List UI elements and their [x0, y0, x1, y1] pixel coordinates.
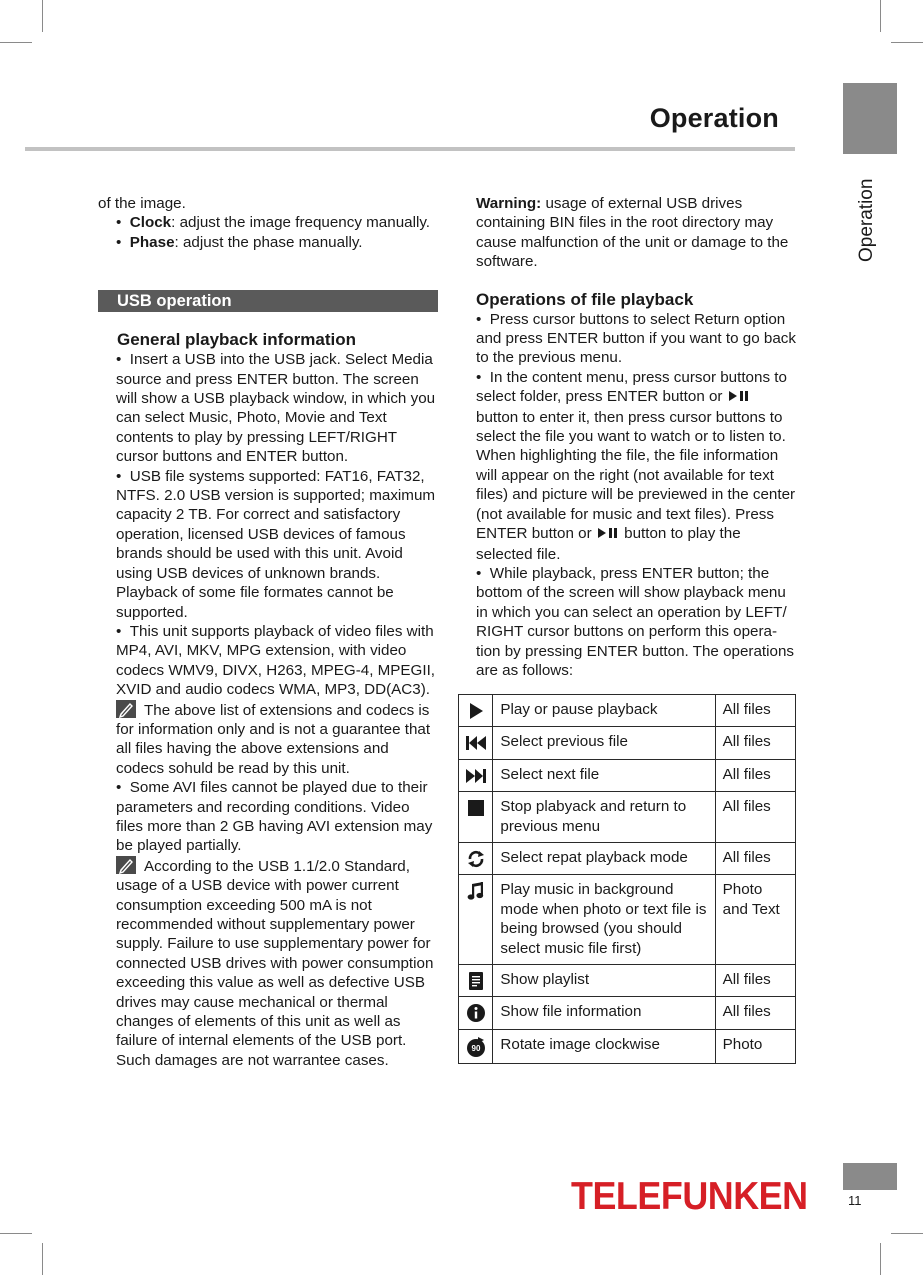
- rotate-icon: [459, 1029, 493, 1063]
- page-number-tab: [843, 1163, 897, 1190]
- stop-icon: [459, 792, 493, 843]
- phase-item: [98, 233, 438, 252]
- warning-label: Warning:: [476, 195, 542, 212]
- table-row: [459, 759, 796, 791]
- row-description: Play or pause playback: [493, 695, 715, 727]
- phase-text: : adjust the phase manually.: [174, 233, 363, 251]
- row-scope: All files: [715, 759, 795, 791]
- bullet-content-menu: [458, 368, 798, 564]
- crop-mark: [0, 42, 32, 43]
- crop-mark: [880, 1243, 881, 1275]
- bullet-insert-usb: • Insert a USB into the USB jack. Select Media source and press ENTER button. The screen will show a USB playback window, in which you can select Music, Photo, Movie and Text contents to play by pressing LEFT/RIGHT cursor buttons and ENTER button.: [98, 350, 438, 466]
- table-row: [459, 792, 796, 843]
- play-pause-icon: [597, 525, 619, 544]
- row-description: Rotate image clockwise: [493, 1029, 715, 1063]
- row-scope: All files: [715, 997, 795, 1029]
- previous-icon: [459, 727, 493, 759]
- table-row: [459, 997, 796, 1029]
- next-icon: [459, 759, 493, 791]
- content-menu-text-c: button to play the selected file.: [476, 525, 741, 563]
- clock-item: [98, 213, 438, 232]
- note-extensions-text: The above list of extensions and codecs is for information only and is not a guarantee that all files having the above extensions and codecs sohuld be read by this unit.: [116, 701, 431, 777]
- table-row: [459, 875, 796, 965]
- crop-mark: [42, 0, 43, 32]
- row-scope: Photo: [715, 1029, 795, 1063]
- clock-text: : adjust the image frequency manually.: [171, 214, 431, 232]
- bullet-codecs: • This unit supports playback of video files with MP4, AVI, MKV, MPG extension, with video codecs WMV9, DIVX, H263, MPEG-4, MPEGII, XVID and audio codecs WMA, MP3, DD(AC3).: [98, 622, 438, 700]
- crop-mark: [880, 0, 881, 32]
- note-pencil-icon: [116, 700, 136, 718]
- row-description: Show playlist: [493, 965, 715, 997]
- brand-logo: TELEFUNKEN: [571, 1175, 808, 1218]
- crop-mark: [891, 42, 923, 43]
- content-menu-text-b: button to enter it, then press cursor buttons to select the file you want to watch or to listen to. When highlighting the file, the file information will appear on the right (not available for text files) and picture will be previewed in the center (not available for music and text files). Press ENTER button or: [476, 408, 796, 543]
- bullet-file-systems: • USB file systems supported: FAT16, FAT32, NTFS. 2.0 USB version is supported; maximum capacity 2 TB. For correct and satisfactory operation, licensed USB devices of famous brands should be used with this unit. Avoid using USB devices of unknown brands. Playback of some file formates cannot be supported.: [98, 467, 438, 622]
- row-description: Show file information: [493, 997, 715, 1029]
- rotate-badge: 90: [471, 1043, 481, 1053]
- intro-text: of the image.: [98, 195, 186, 212]
- clock-term: Clock: [129, 214, 172, 232]
- table-row: [459, 965, 796, 997]
- table-row: [459, 1029, 796, 1063]
- row-description: Select previous file: [493, 727, 715, 759]
- left-column: [98, 194, 438, 1070]
- row-scope: All files: [715, 695, 795, 727]
- music-icon: [459, 875, 493, 965]
- table-row: [459, 695, 796, 727]
- row-description: Play music in background mode when photo or text file is being browsed (you should select music file first): [493, 875, 715, 965]
- row-scope: Photo and Text: [715, 875, 795, 965]
- table-row: [459, 843, 796, 875]
- bullet-return: • Press cursor buttons to select Return option and press ENTER button if you want to go back to the previous menu.: [458, 310, 798, 368]
- note-usb-power-text: According to the USB 1.1/2.0 Standard, usage of a USB device with power current consumption exceeding 500 mA is not recommended without supplementary power supply. Failure to use supplementary power for connected USB drives with power consumption exceeding this value as well as defective USB drives may cause mechanical or thermal changes of elements of this unit as well as failure of internal elements of the USB port. Such damages are not warrantee cases.: [116, 857, 434, 1069]
- bullet-playback-menu: • While playback, press ENTER button; the bottom of the screen will show playback menu in which you can select an operation by LEFT/ RIGHT cursor buttons on perform this opera-tion by pressing ENTER button. The operations are as follows:: [458, 564, 798, 680]
- note-pencil-icon: [116, 856, 136, 874]
- content-menu-text-a: In the content menu, press cursor buttons to select folder, press ENTER button or: [476, 368, 787, 406]
- row-scope: All files: [715, 792, 795, 843]
- page-title: Operation: [649, 103, 779, 133]
- row-description: Stop plabyack and return to previous menu: [493, 792, 715, 843]
- info-icon: [459, 997, 493, 1029]
- crop-mark: [0, 1233, 32, 1234]
- row-description: Select next file: [493, 759, 715, 791]
- page-number: 11: [848, 1193, 862, 1208]
- warning-paragraph: [458, 194, 798, 272]
- crop-mark: [891, 1233, 923, 1234]
- warning-text: usage of external USB drives containing BIN files in the root directory may cause malfunction of the unit or damage to the software.: [476, 195, 789, 271]
- phase-term: Phase: [129, 233, 175, 251]
- row-scope: All files: [715, 727, 795, 759]
- right-column: [458, 194, 798, 680]
- note-extensions: [98, 700, 438, 779]
- row-scope: All files: [715, 965, 795, 997]
- section-title-bar: USB operation: [98, 290, 438, 312]
- general-heading: General playback information: [117, 330, 357, 350]
- side-tab: [843, 83, 897, 154]
- play-icon: [459, 695, 493, 727]
- table-row: [459, 727, 796, 759]
- row-description: Select repat playback mode: [493, 843, 715, 875]
- operations-heading: Operations of file playback: [476, 289, 694, 309]
- crop-mark: [42, 1243, 43, 1275]
- header-divider: [25, 147, 795, 151]
- operations-table: [458, 694, 796, 1064]
- repeat-icon: [459, 843, 493, 875]
- side-section-label: Operation: [856, 178, 877, 262]
- playlist-icon: [459, 965, 493, 997]
- bullet-avi: • Some AVI files cannot be played due to their parameters and recording conditions. Video files more than 2 GB having AVI extension may be played partially.: [98, 778, 438, 856]
- row-scope: All files: [715, 843, 795, 875]
- play-pause-icon: [728, 388, 750, 407]
- note-usb-power: [98, 856, 438, 1070]
